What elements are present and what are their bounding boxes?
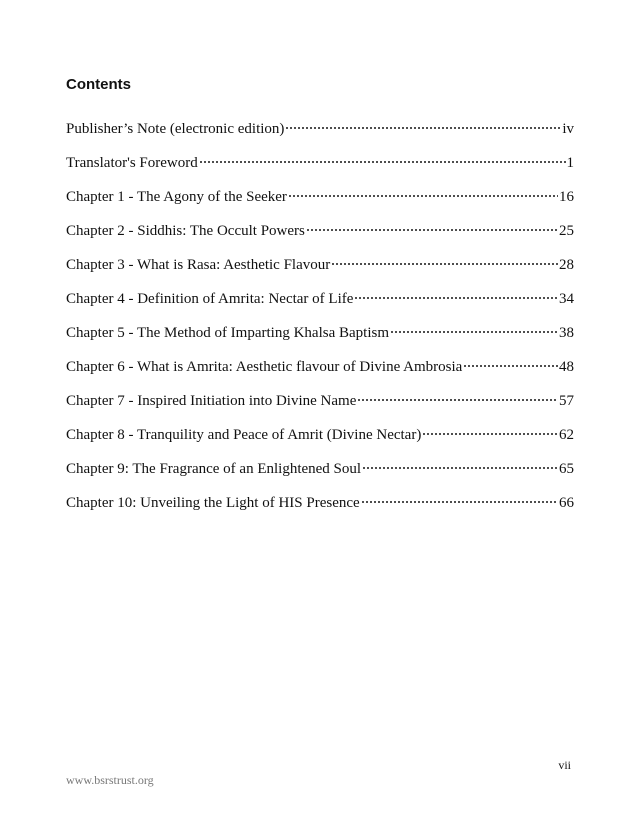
toc-entry-title: Chapter 10: Unveiling the Light of HIS Presence (66, 495, 360, 511)
toc-entry-title: Chapter 9: The Fragrance of an Enlightened Soul (66, 461, 362, 477)
toc-leader-dots (354, 290, 558, 300)
toc-entry-title: Chapter 4 - Definition of Amrita: Nectar of Life (66, 291, 354, 307)
toc-entry[interactable] (66, 389, 574, 423)
toc-entry[interactable] (66, 185, 574, 219)
toc-leader-dots (288, 188, 558, 198)
table-of-contents (66, 117, 574, 525)
page-number: vii (558, 758, 571, 772)
toc-entry-page: 1 (566, 155, 574, 171)
toc-leader-dots (357, 392, 558, 402)
toc-entry-page: 48 (559, 359, 574, 375)
toc-entry-title: Chapter 5 - The Method of Imparting Khalsa Baptism (66, 325, 389, 341)
toc-entry-page: 38 (559, 325, 574, 341)
toc-entry-page: 34 (559, 291, 574, 307)
footer-url: www.bsrstrust.org (66, 773, 154, 787)
toc-entry-title: Publisher’s Note (electronic edition) (66, 121, 285, 137)
toc-entry-title: Chapter 3 - What is Rasa: Aesthetic Flavour (66, 257, 331, 273)
toc-entry-title: Translator's Foreword (66, 155, 198, 171)
contents-heading: Contents (66, 76, 131, 93)
toc-leader-dots (199, 154, 566, 164)
toc-entry[interactable] (66, 457, 574, 491)
toc-entry[interactable] (66, 355, 574, 389)
toc-leader-dots (422, 426, 558, 436)
toc-entry[interactable] (66, 287, 574, 321)
toc-entry-title: Chapter 2 - Siddhis: The Occult Powers (66, 223, 305, 239)
toc-entry-page: 25 (559, 223, 574, 239)
toc-leader-dots (285, 120, 561, 130)
toc-entry-page: 65 (559, 461, 574, 477)
toc-entry-page: 62 (559, 427, 574, 443)
toc-entry[interactable] (66, 219, 574, 253)
toc-entry-title: Chapter 8 - Tranquility and Peace of Amrit (Divine Nectar) (66, 427, 422, 443)
toc-entry-title: Chapter 1 - The Agony of the Seeker (66, 189, 287, 205)
toc-leader-dots (390, 324, 558, 334)
toc-entry[interactable] (66, 117, 574, 151)
toc-entry-page: 57 (559, 393, 574, 409)
toc-entry[interactable] (66, 491, 574, 525)
toc-leader-dots (306, 222, 558, 232)
toc-leader-dots (463, 358, 558, 368)
toc-entry-page: 66 (559, 495, 574, 511)
toc-entry-page: iv (562, 121, 574, 137)
toc-entry[interactable] (66, 423, 574, 457)
toc-leader-dots (362, 460, 558, 470)
toc-entry-page: 16 (559, 189, 574, 205)
toc-entry[interactable] (66, 253, 574, 287)
toc-entry[interactable] (66, 321, 574, 355)
toc-entry-page: 28 (559, 257, 574, 273)
toc-entry-title: Chapter 7 - Inspired Initiation into Divine Name (66, 393, 357, 409)
toc-leader-dots (331, 256, 558, 266)
toc-entry[interactable] (66, 151, 574, 185)
toc-entry-title: Chapter 6 - What is Amrita: Aesthetic flavour of Divine Ambrosia (66, 359, 463, 375)
toc-leader-dots (361, 494, 558, 504)
